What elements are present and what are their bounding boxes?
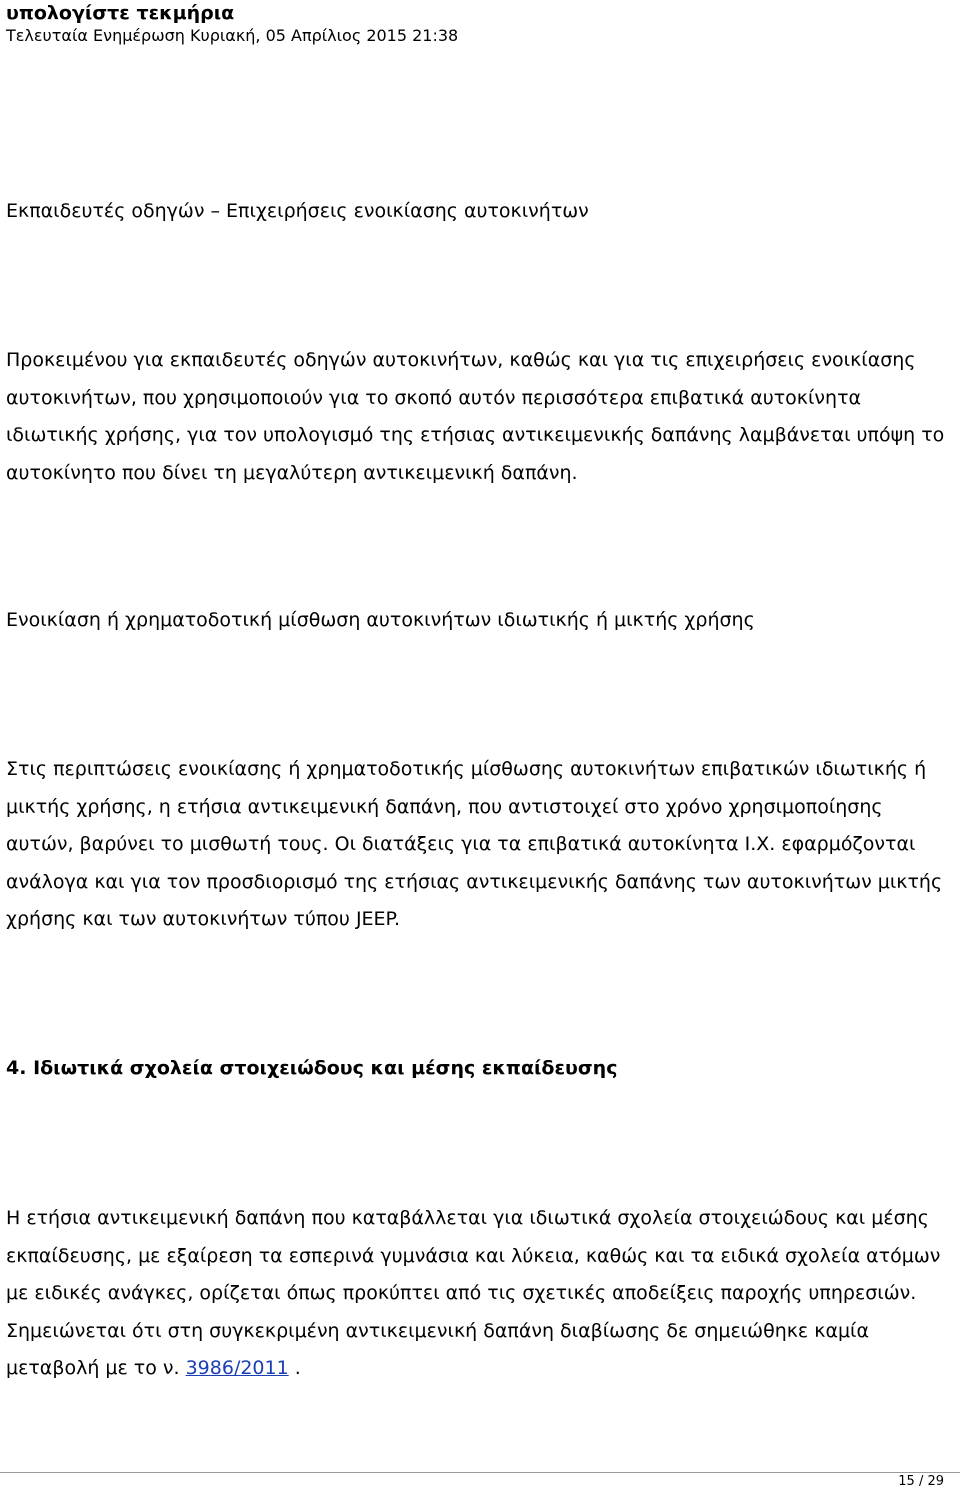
subtitle-driving-instructors: Εκπαιδευτές οδηγών – Επιχειρήσεις ενοικίασης αυτοκινήτων	[6, 200, 589, 222]
paragraph-private-schools	[6, 1200, 954, 1388]
section-heading-private-schools	[6, 1050, 954, 1088]
paragraph-private-schools-text: Η ετήσια αντικειμενική δαπάνη που καταβάλλεται για ιδιωτικά σχολεία στοιχειώδους και μέσης εκπαίδευσης, με εξαίρεση τα εσπερινά γυμνάσια και λύκεια, καθώς και τα ειδικά σχολεία ατόμων με ειδικές ανάγκες, ορίζεται όπως προκύπτει από τις σχετικές αποδείξεις παροχής υπηρεσιών. Σημειώνεται ότι στη συγκεκριμένη αντικειμενική δαπάνη διαβίωσης δε σημειώθηκε καμία μεταβολή με το ν.	[6, 1207, 941, 1379]
paragraph-driving-instructors: Προκειμένου για εκπαιδευτές οδηγών αυτοκινήτων, καθώς και για τις επιχειρήσεις ενοικίασης αυτοκινήτων, που χρησιμοποιούν για το σκοπό αυτόν περισσότερα επιβατικά αυτοκίνητα ιδιωτικής χρήσης, για τον υπολογισμό της ετήσιας αντικειμενικής δαπάνης λαμβάνεται υπόψη το αυτοκίνητο που δίνει τη μεγαλύτερη αντικειμενική δαπάνη.	[6, 349, 945, 484]
subtitle-leasing: Ενοικίαση ή χρηματοδοτική μίσθωση αυτοκινήτων ιδιωτικής ή μικτής χρήσης	[6, 609, 755, 631]
last-updated-text: Τελευταία Ενημέρωση Κυριακή, 05 Απρίλιος 2015 21:38	[6, 26, 459, 45]
section-number: 4.	[6, 1057, 34, 1079]
footer-divider	[0, 1472, 960, 1473]
page-header	[6, 2, 458, 48]
paragraph-private-schools-end: .	[288, 1357, 301, 1379]
document-title: υπολογίστε τεκμήρια	[6, 2, 235, 24]
paragraph-leasing: Στις περιπτώσεις ενοικίασης ή χρηματοδοτικής μίσθωσης αυτοκινήτων επιβατικών ιδιωτικής ή μικτής χρήσης, η ετήσια αντικειμενική δαπάνη, που αντιστοιχεί στο χρόνο χρησιμοποίησης αυτών, βαρύνει το μισθωτή τους. Οι διατάξεις για τα επιβατικά αυτοκίνητα Ι.Χ. εφαρμόζονται ανάλογα και για τον προσδιορισμό της ετήσιας αντικειμενικής δαπάνης των αυτοκινήτων μικτής χρήσης και των αυτοκινήτων τύπου JEEP.	[6, 758, 943, 930]
section-title: Ιδιωτικά σχολεία στοιχειώδους και μέσης εκπαίδευσης	[33, 1057, 618, 1079]
law-link[interactable]: 3986/2011	[185, 1357, 289, 1379]
page-number: 15 / 29	[898, 1474, 944, 1489]
